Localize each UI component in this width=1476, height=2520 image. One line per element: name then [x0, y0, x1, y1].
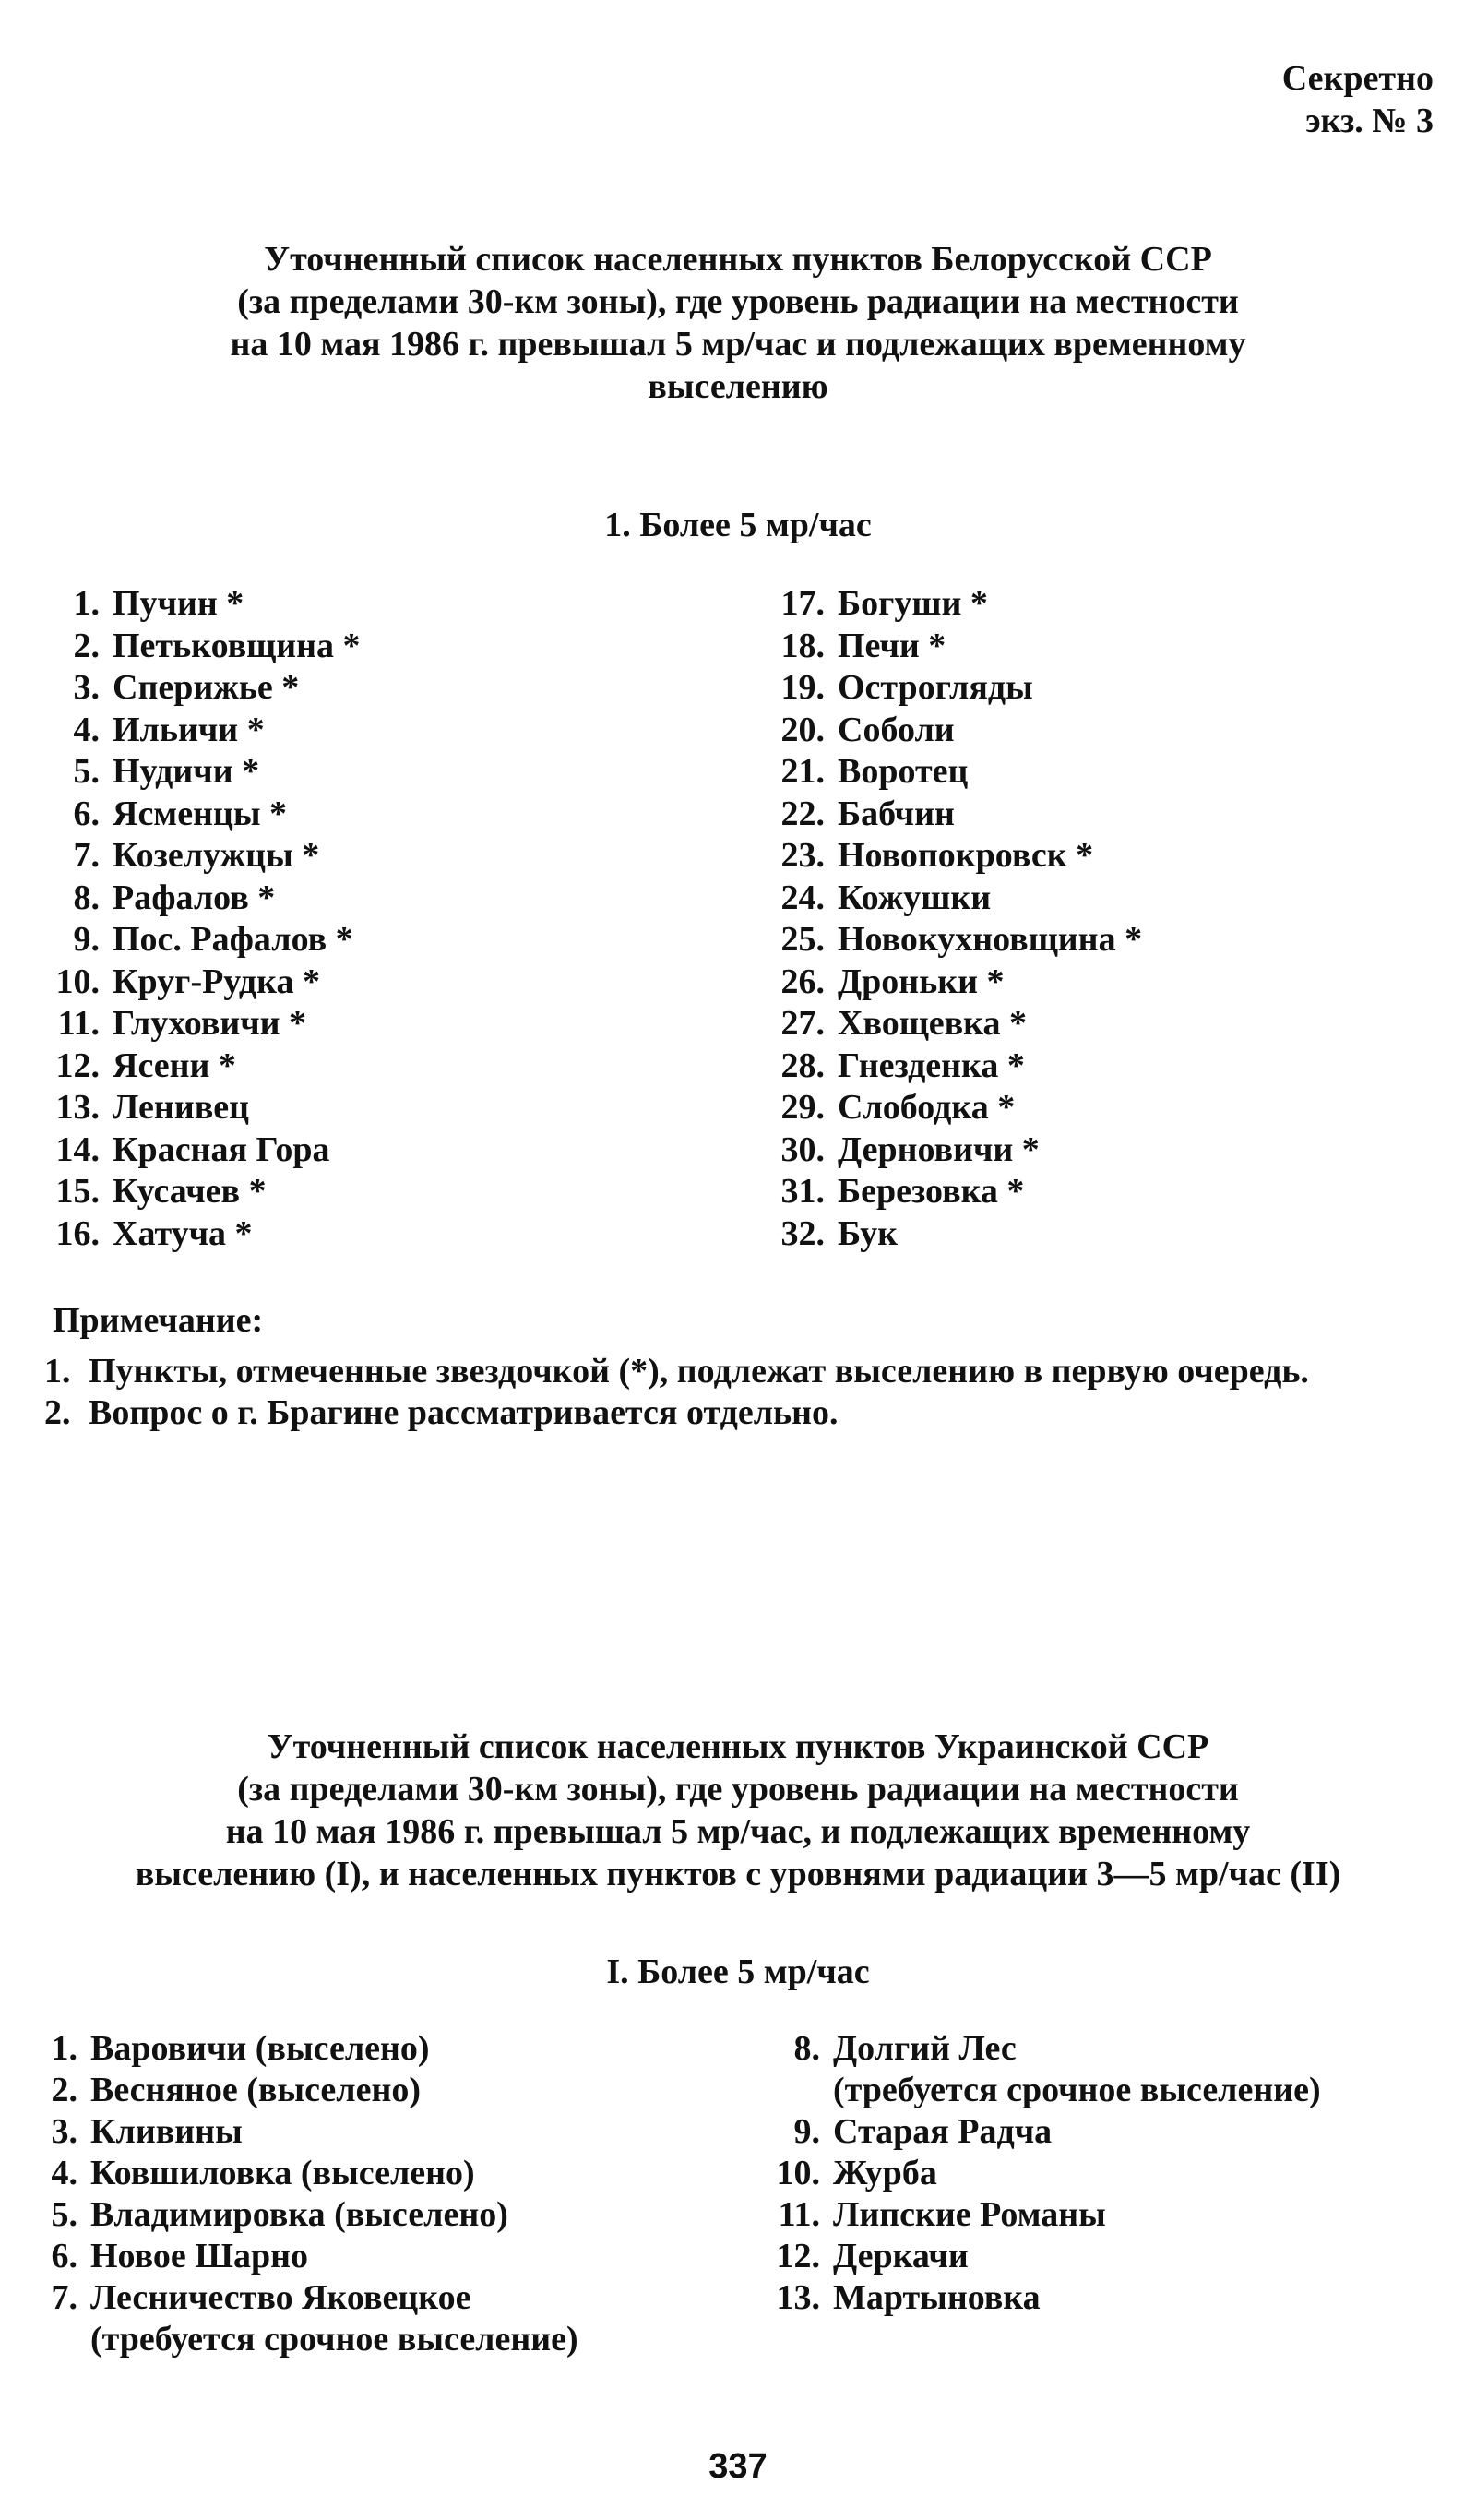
list-item: 11. Липские Романы — [778, 2195, 1106, 2234]
list-item: 8. Долгий Лес (требуется срочное выселение) — [793, 2029, 1321, 2109]
note-heading: Примечание: — [53, 1301, 264, 1340]
copy-number: экз. № 3 — [1305, 102, 1434, 140]
belarus-section-heading: 1. Более 5 мр/час — [604, 506, 872, 544]
note-item: 2. Вопрос о г. Брагине рассматривается отдельно. — [44, 1393, 839, 1432]
list-item: 13. Ленивец — [55, 1088, 249, 1127]
list-item: 1. Пучин * — [73, 584, 244, 623]
list-item: 11. Глуховичи * — [57, 1004, 307, 1043]
list-item: 9. Старая Радча — [793, 2112, 1053, 2151]
list-item: 3. Кливины — [51, 2112, 243, 2151]
list-item: 24. Кожушки — [780, 878, 992, 917]
list-item: 27. Хвощевка * — [780, 1004, 1027, 1043]
belarus-title-line: выселению — [648, 367, 828, 406]
belarus-title-line: (за пределами 30-км зоны), где уровень радиации на местности — [237, 282, 1239, 321]
list-item: 2. Петьковщина * — [73, 626, 361, 665]
list-item: 5. Владимировка (выселено) — [51, 2195, 508, 2234]
list-item: 12. Ясени * — [55, 1045, 236, 1085]
list-item: 8. Рафалов * — [73, 878, 276, 917]
list-item: 16. Хатуча * — [55, 1213, 253, 1253]
classification-block — [1282, 57, 1434, 142]
list-item: 18. Печи * — [780, 626, 946, 665]
list-item: 3. Сперижье * — [73, 668, 300, 707]
classification-label: Секретно — [1281, 59, 1434, 98]
list-item: 32. Бук — [780, 1213, 899, 1253]
ukraine-title-line: выселению (I), и населенных пунктов с уровнями радиации 3—5 мр/час (II) — [135, 1855, 1341, 1893]
list-item: 12. Деркачи — [776, 2237, 969, 2275]
list-item: 13. Мартыновка — [776, 2278, 1041, 2317]
list-item: 31. Березовка * — [780, 1172, 1025, 1211]
list-item: 4. Ильичи * — [73, 710, 265, 749]
list-item: 7. Лесничество Яковецкое (требуется срочное выселение) — [51, 2278, 578, 2359]
list-item: 10. Круг-Рудка * — [55, 961, 320, 1001]
list-item: 14. Красная Гора — [55, 1129, 330, 1169]
page-number: 337 — [708, 2447, 768, 2486]
list-item: 23. Новопокровск * — [780, 836, 1094, 875]
belarus-title — [92, 238, 1384, 408]
ukraine-title-line: (за пределами 30-км зоны), где уровень радиации на местности — [237, 1770, 1239, 1809]
list-item: 2. Весняное (выселено) — [51, 2071, 422, 2109]
ukraine-list-left — [11, 2028, 578, 2360]
note-item: 1. Пункты, отмеченные звездочкой (*), подлежат выселению в первую очередь. — [44, 1352, 1309, 1391]
list-item: 26. Дроньки * — [780, 961, 1005, 1001]
list-item: 1. Варовичи (выселено) — [51, 2029, 430, 2068]
list-item: 10. Журба — [776, 2154, 937, 2192]
list-item: 6. Ясменцы * — [73, 794, 288, 833]
list-item: 17. Богуши * — [780, 584, 988, 623]
list-item: 28. Гнезденка * — [780, 1045, 1025, 1085]
list-item: 21. Воротец — [780, 752, 969, 791]
list-item: 6. Новое Шарно — [51, 2237, 308, 2275]
belarus-title-line: Уточненный список населенных пунктов Белорусской ССР — [264, 240, 1212, 279]
list-item: 20. Соболи — [780, 710, 955, 749]
list-item: 22. Бабчин — [780, 794, 955, 833]
list-item: 19. Острогляды — [780, 668, 1033, 707]
list-item: 15. Кусачев * — [55, 1172, 267, 1211]
list-item: 30. Дерновичи * — [780, 1129, 1040, 1169]
belarus-title-line: на 10 мая 1986 г. превышал 5 мр/час и подлежащих временному — [230, 325, 1246, 364]
list-item: 5. Нудичи * — [73, 752, 260, 791]
list-item: 9. Пос. Рафалов * — [73, 920, 353, 959]
list-item: 4. Ковшиловка (выселено) — [51, 2154, 475, 2192]
list-item: 29. Слободка * — [780, 1088, 1016, 1127]
ukraine-list-right — [754, 2028, 1321, 2319]
belarus-list-right — [758, 583, 1142, 1255]
list-item: 25. Новокухновщина * — [780, 920, 1143, 959]
ukraine-title-line: на 10 мая 1986 г. превышал 5 мр/час, и подлежащих временному — [225, 1812, 1251, 1851]
list-item: 7. Козелужцы * — [73, 836, 320, 875]
ukraine-title-line: Уточненный список населенных пунктов Украинской ССР — [267, 1727, 1209, 1766]
belarus-list-left — [33, 583, 361, 1255]
ukraine-title — [92, 1726, 1384, 1895]
notes-list — [44, 1351, 1437, 1434]
ukraine-section-heading: I. Более 5 мр/час — [606, 1953, 870, 1991]
